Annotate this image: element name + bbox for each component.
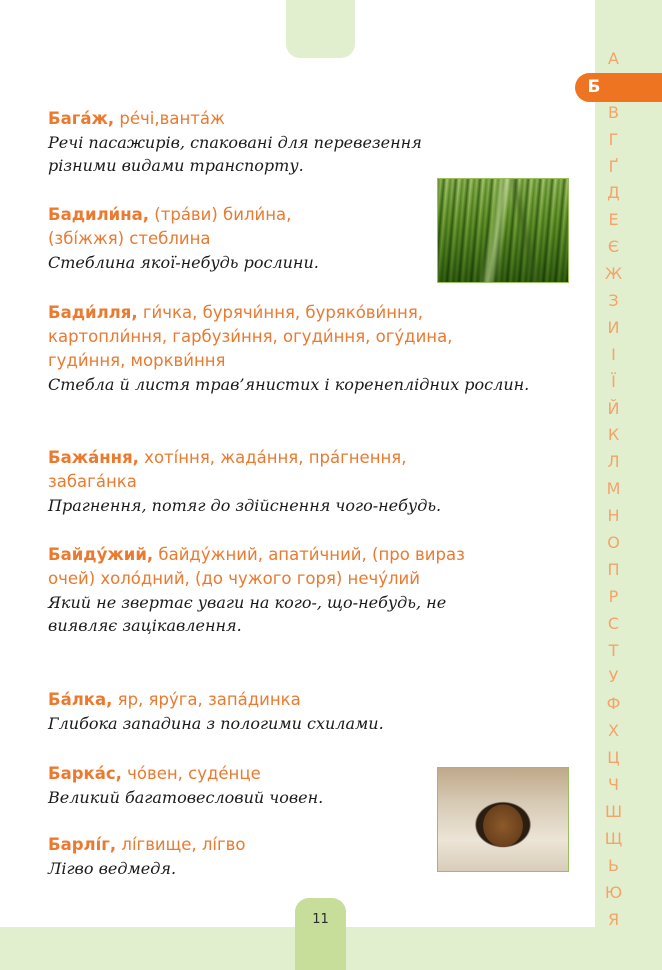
alphabet-letter[interactable]: Щ	[604, 828, 623, 848]
entry-bazhannia	[48, 446, 588, 517]
synonyms: ги́чка, бурячи́ння, буряко́ви́ння, картопли́ння, гарбузи́ння, огуди́ння, огу́дина, гуди́ння, моркви́ння	[48, 303, 453, 370]
active-letter-label: Б	[587, 77, 601, 97]
headword: Байду́жий,	[48, 545, 154, 564]
alphabet-letter[interactable]: З	[608, 291, 619, 311]
synonyms: яр, яру́га, запа́динка	[112, 690, 301, 709]
alphabet-letter[interactable]: Ц	[607, 748, 620, 768]
alphabet-letter[interactable]: Л	[607, 452, 620, 472]
entry-balka	[48, 688, 588, 735]
alphabet-letter[interactable]: У	[608, 667, 619, 687]
synonyms: байду́жний, апати́чний, (про вираз очей) холо́дний, (до чужого горя) нечу́лий	[48, 545, 465, 588]
synonyms: лі́гвище, лі́гво	[116, 835, 246, 854]
alphabet-letter[interactable]: Г	[608, 129, 619, 149]
synonyms: чо́вен, суде́нце	[121, 764, 261, 783]
headword: Бажа́ння,	[48, 448, 139, 467]
page-number-tab	[295, 898, 346, 970]
alphabet-letter[interactable]: Х	[608, 721, 619, 741]
alphabet-letter[interactable]: І	[611, 344, 616, 364]
headword: Бадили́на,	[48, 205, 150, 224]
alphabet-letter[interactable]: Ф	[606, 694, 621, 714]
synonyms: хоті́ння, жада́ння, пра́гнення, забага́нка	[48, 448, 407, 491]
alphabet-letter[interactable]: О	[607, 533, 620, 553]
synonyms: (тра́ви) били́на, (збі́жжя) стеблина	[48, 205, 292, 248]
alphabet-letter[interactable]: Н	[607, 506, 620, 526]
entry-badyllia	[48, 301, 588, 396]
alphabet-letter[interactable]: Є	[607, 237, 620, 257]
entry-barlih	[48, 833, 588, 880]
alphabet-letter[interactable]: Ї	[611, 371, 616, 391]
alphabet-letter[interactable]: Ю	[604, 882, 623, 902]
definition: Лігво ведмедя.	[48, 859, 177, 878]
alphabet-letter[interactable]: М	[606, 479, 621, 499]
headword: Бади́лля,	[48, 303, 138, 322]
grass-photo	[437, 178, 569, 283]
alphabet-letter[interactable]: В	[608, 102, 619, 122]
page-number: 11	[312, 912, 329, 927]
alphabet-letter[interactable]: Ж	[604, 264, 623, 284]
alphabet-letter[interactable]: Ч	[608, 775, 619, 795]
alphabet-letter[interactable]: Е	[608, 210, 619, 230]
definition: Стеблина якої-небудь рослини.	[48, 253, 319, 272]
definition: Глибока западина з пологими схилами.	[48, 714, 384, 733]
headword: Бага́ж,	[48, 109, 115, 128]
alphabet-index	[595, 46, 632, 933]
definition: Великий багатовесловий човен.	[48, 788, 324, 807]
alphabet-letter[interactable]: А	[608, 49, 619, 68]
alphabet-letter[interactable]: Р	[608, 586, 619, 606]
alphabet-letter[interactable]: С	[607, 613, 620, 633]
alphabet-letter[interactable]: Я	[607, 909, 620, 929]
headword: Барлі́г,	[48, 835, 117, 854]
definition: Який не звертає уваги на кого-, що-небудь, не виявляє зацікавлення.	[48, 593, 447, 635]
top-decor-tab	[286, 0, 355, 58]
headword: Ба́лка,	[48, 690, 113, 709]
definition: Прагнення, потяг до здійснення чого-небудь.	[48, 496, 442, 515]
headword: Барка́с,	[48, 764, 122, 783]
alphabet-letter[interactable]: И	[607, 317, 620, 337]
alphabet-letter[interactable]: Д	[607, 183, 620, 203]
entry-bagazh	[48, 107, 588, 177]
definition: Речі пасажирів, спаковані для перевезення різними видами транспорту.	[48, 133, 422, 175]
alphabet-letter[interactable]: Й	[607, 398, 620, 418]
alphabet-letter[interactable]: Ш	[604, 801, 623, 821]
entry-baiduzhyi	[48, 543, 588, 637]
synonyms: ре́чі,ванта́ж	[114, 109, 225, 128]
alphabet-letter[interactable]: Ь	[608, 855, 619, 875]
alphabet-letter[interactable]: Т	[608, 640, 619, 660]
alphabet-letter[interactable]: Ґ	[608, 156, 619, 176]
alphabet-letter[interactable]: К	[607, 425, 620, 445]
alphabet-letter[interactable]: П	[607, 559, 620, 579]
definition: Стебла й листя трав’янистих і коренеплідних рослин.	[48, 375, 530, 394]
